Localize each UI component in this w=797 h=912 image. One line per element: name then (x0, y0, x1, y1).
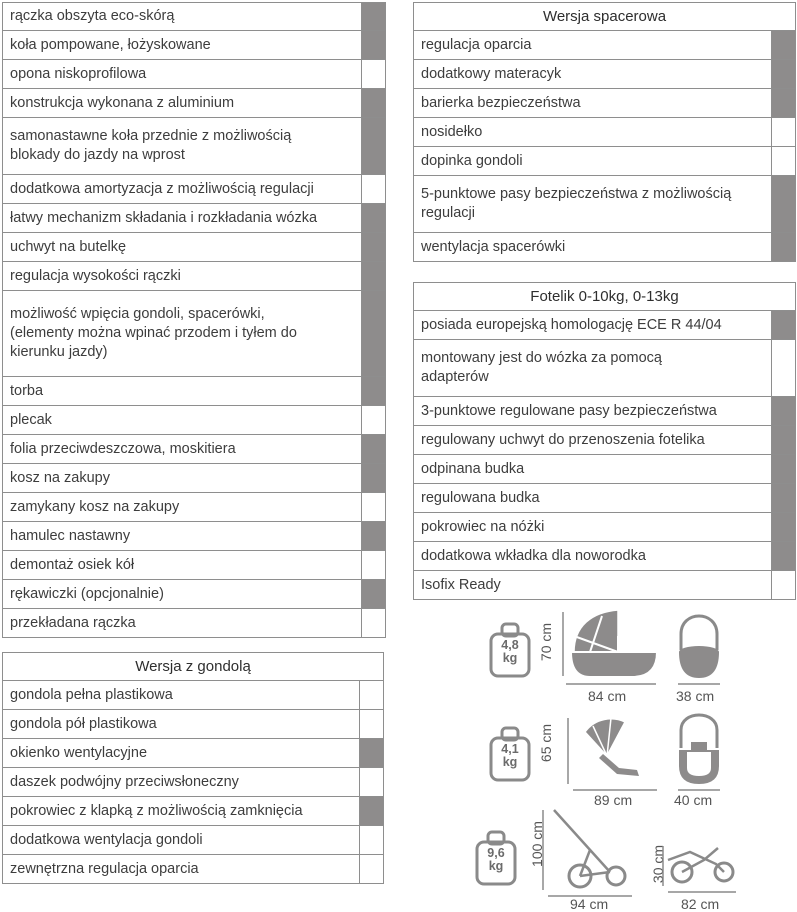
table-row (414, 542, 795, 571)
folded-length-label: 82 cm (681, 896, 720, 912)
unchecked-mark (361, 175, 385, 203)
gondola-icon (560, 606, 660, 688)
row-label (3, 291, 361, 376)
table-row (3, 826, 383, 855)
gondola-title: Wersja z gondolą (3, 653, 383, 681)
fotelik-table (413, 282, 796, 600)
unchecked-mark (361, 493, 385, 521)
table-row (3, 580, 385, 609)
checked-mark (359, 797, 383, 825)
row-label-text: 3-punktowe regulowane pasy bezpieczeństwa (421, 402, 717, 419)
row-label-text: regulacja oparcia (421, 36, 532, 53)
frame-length-label: 94 cm (570, 896, 609, 912)
checked-mark (361, 435, 385, 463)
row-label (3, 175, 361, 203)
row-label (3, 551, 361, 579)
checked-mark (771, 397, 795, 425)
row-label-text: przekładana rączka (10, 614, 136, 631)
table-row (3, 739, 383, 768)
checked-mark (361, 580, 385, 608)
row-label (3, 233, 361, 261)
unchecked-mark (359, 768, 383, 796)
unchecked-mark (771, 340, 795, 396)
table-row (414, 484, 795, 513)
table-row (3, 522, 385, 551)
checked-mark (361, 262, 385, 290)
row-label-text: zamykany kosz na zakupy (10, 498, 180, 515)
row-label (3, 435, 361, 463)
row-label (3, 681, 359, 709)
checked-mark (361, 118, 385, 174)
unchecked-mark (359, 681, 383, 709)
checked-mark (361, 89, 385, 117)
row-label (3, 710, 359, 738)
row-label (414, 426, 771, 454)
row-label (3, 377, 361, 405)
table-row (3, 233, 385, 262)
row-label-text: pokrowiec na nóżki (421, 518, 545, 535)
table-row (414, 233, 795, 262)
checked-mark (771, 426, 795, 454)
frame-icon (540, 806, 636, 902)
table-row (3, 377, 385, 406)
row-label-text: montowany jest do wózka za pomocą adapterów (421, 350, 662, 385)
table-row (414, 147, 795, 176)
checked-mark (361, 31, 385, 59)
table-row (3, 797, 383, 826)
row-label (3, 3, 361, 30)
spacerowka-length-label: 89 cm (594, 792, 633, 808)
gondola-length-label: 84 cm (588, 688, 627, 704)
row-label (414, 60, 771, 88)
table-row (3, 609, 385, 638)
row-label (414, 89, 771, 117)
checked-mark (361, 464, 385, 492)
row-label (414, 147, 771, 175)
checked-mark (361, 522, 385, 550)
checked-mark (771, 89, 795, 117)
row-label (414, 542, 771, 570)
row-label-text: daszek podwójny przeciwsłoneczny (10, 773, 239, 790)
table-row (414, 31, 795, 60)
table-row (414, 311, 795, 340)
stroller-seat-icon (565, 712, 661, 794)
spacerowa-title: Wersja spacerowa (414, 3, 795, 31)
row-label-text: regulowana budka (421, 489, 540, 506)
row-label-text: łatwy mechanizm składania i rozkładania wózka (10, 209, 318, 226)
unchecked-mark (771, 571, 795, 599)
unchecked-mark (359, 710, 383, 738)
checked-mark (359, 739, 383, 767)
bag-width-label: 38 cm (676, 688, 715, 704)
row-label (414, 513, 771, 541)
row-label-text: pokrowiec z klapką z możliwością zamknięcia (10, 802, 303, 819)
row-label (3, 797, 359, 825)
row-label-text: rączka obszyta eco-skórą (10, 8, 175, 24)
checked-mark (361, 3, 385, 30)
row-label (414, 340, 771, 396)
unchecked-mark (361, 406, 385, 434)
table-row (3, 262, 385, 291)
unchecked-mark (771, 118, 795, 146)
unchecked-mark (361, 551, 385, 579)
row-label-text: barierka bezpieczeństwa (421, 94, 581, 111)
row-label-text: demontaż osiek kół (10, 556, 135, 573)
frame-weight: 9,6 kg (487, 846, 505, 873)
spacerowka-weight: 4,1 kg (501, 742, 519, 769)
row-label (414, 31, 771, 59)
row-label-text: dodatkowa wentylacja gondoli (10, 831, 203, 848)
row-label-text: dodatkowa wkładka dla noworodka (421, 547, 646, 564)
bag-icon (672, 612, 726, 686)
table-row (414, 455, 795, 484)
table-row (3, 175, 385, 204)
row-label (3, 609, 361, 637)
spacerowka-height-label: 65 cm (538, 723, 555, 763)
row-label-text: okienko wentylacyjne (10, 744, 148, 761)
checked-mark (361, 377, 385, 405)
row-label-text: dodatkowy materacyk (421, 65, 562, 82)
table-row (3, 204, 385, 233)
row-label-text: regulowany uchwyt do przenoszenia fotelika (421, 431, 705, 448)
row-label-text: rękawiczki (opcjonalnie) (10, 585, 164, 602)
carseat-width-label: 40 cm (674, 792, 713, 808)
row-label-text: odpinana budka (421, 460, 525, 477)
unchecked-mark (359, 855, 383, 883)
fotelik-title: Fotelik 0-10kg, 0-13kg (414, 283, 795, 311)
row-label (3, 464, 361, 492)
gondola-weight: 4,8 kg (501, 638, 519, 665)
row-label (3, 204, 361, 232)
row-label (3, 768, 359, 796)
row-label (414, 118, 771, 146)
table-row (3, 31, 385, 60)
checked-mark (361, 233, 385, 261)
row-label (3, 118, 361, 174)
row-label (3, 60, 361, 88)
checked-mark (361, 204, 385, 232)
row-label-text: dopinka gondoli (421, 152, 523, 169)
row-label (414, 484, 771, 512)
unchecked-mark (361, 60, 385, 88)
gondola-table (2, 652, 384, 884)
table-row (414, 89, 795, 118)
row-label-text: gondola pół plastikowa (10, 715, 157, 732)
table-row (3, 60, 385, 89)
row-label-text: plecak (10, 411, 52, 428)
table-row (414, 426, 795, 455)
table-row (3, 768, 383, 797)
carseat-icon (672, 712, 726, 792)
row-label (414, 176, 771, 232)
row-label-text: gondola pełna plastikowa (10, 686, 173, 703)
table-row (3, 435, 385, 464)
row-label (3, 89, 361, 117)
table-row (3, 3, 385, 31)
row-label (3, 406, 361, 434)
table-row (414, 118, 795, 147)
table-row (3, 464, 385, 493)
row-label-text: koła pompowane, łożyskowane (10, 36, 211, 53)
row-label-text: folia przeciwdeszczowa, moskitiera (10, 440, 236, 457)
row-label-text: konstrukcja wykonana z aluminium (10, 94, 235, 111)
row-label-text: torba (10, 382, 44, 399)
row-label (3, 262, 361, 290)
table-row (3, 681, 383, 710)
row-label (3, 580, 361, 608)
row-label-text: posiada europejską homologację ECE R 44/04 (421, 316, 722, 333)
table-row (3, 493, 385, 522)
row-label (414, 311, 771, 339)
row-label-text: hamulec nastawny (10, 527, 131, 544)
row-label-text: Isofix Ready (421, 576, 501, 593)
checked-mark (771, 542, 795, 570)
row-label-text: zewnętrzna regulacja oparcia (10, 860, 199, 877)
table-row (3, 118, 385, 175)
table-row (3, 406, 385, 435)
row-label (3, 31, 361, 59)
checked-mark (771, 60, 795, 88)
features-table (2, 2, 386, 638)
row-label-text: nosidełko (421, 123, 483, 140)
checked-mark (771, 311, 795, 339)
row-label (414, 397, 771, 425)
row-label (3, 522, 361, 550)
checked-mark (771, 455, 795, 483)
table-row (414, 397, 795, 426)
table-row (3, 551, 385, 580)
row-label-text: dodatkowa amortyzacja z możliwością regulacji (10, 180, 314, 197)
table-row (3, 855, 383, 884)
unchecked-mark (771, 147, 795, 175)
row-label-text: kosz na zakupy (10, 469, 110, 486)
row-label-text: regulacja wysokości rączki (10, 267, 181, 284)
table-row (3, 89, 385, 118)
folded-height-label: 30 cm (650, 844, 667, 884)
checked-mark (771, 176, 795, 232)
table-row (3, 291, 385, 377)
checked-mark (361, 291, 385, 376)
row-label-text: uchwyt na butelkę (10, 238, 127, 255)
checked-mark (771, 31, 795, 59)
checked-mark (771, 233, 795, 261)
table-row (3, 710, 383, 739)
table-row (414, 60, 795, 89)
table-row (414, 340, 795, 397)
row-label (3, 855, 359, 883)
table-row (414, 571, 795, 600)
unchecked-mark (361, 609, 385, 637)
table-row (414, 176, 795, 233)
row-label-text: 5-punktowe pasy bezpieczeństwa z możliwością regulacji (421, 186, 732, 221)
checked-mark (771, 513, 795, 541)
table-row (414, 513, 795, 542)
row-label-text: wentylacja spacerówki (421, 238, 566, 255)
row-label (3, 826, 359, 854)
spacerowa-table (413, 2, 796, 262)
frame-height-label: 100 cm (528, 821, 545, 867)
row-label (3, 739, 359, 767)
row-label (414, 233, 771, 261)
row-label-text: samonastawne koła przednie z możliwością blokady do jazdy na wprost (10, 128, 292, 163)
unchecked-mark (359, 826, 383, 854)
folded-frame-icon (660, 842, 740, 898)
row-label (414, 455, 771, 483)
row-label (3, 493, 361, 521)
row-label (414, 571, 771, 599)
row-label-text: możliwość wpięcia gondoli, spacerówki, (elementy można wpinać przodem i tyłem do kierunku jazdy) (10, 306, 297, 360)
checked-mark (771, 484, 795, 512)
gondola-height-label: 70 cm (538, 622, 555, 662)
row-label-text: opona niskoprofilowa (10, 65, 147, 82)
